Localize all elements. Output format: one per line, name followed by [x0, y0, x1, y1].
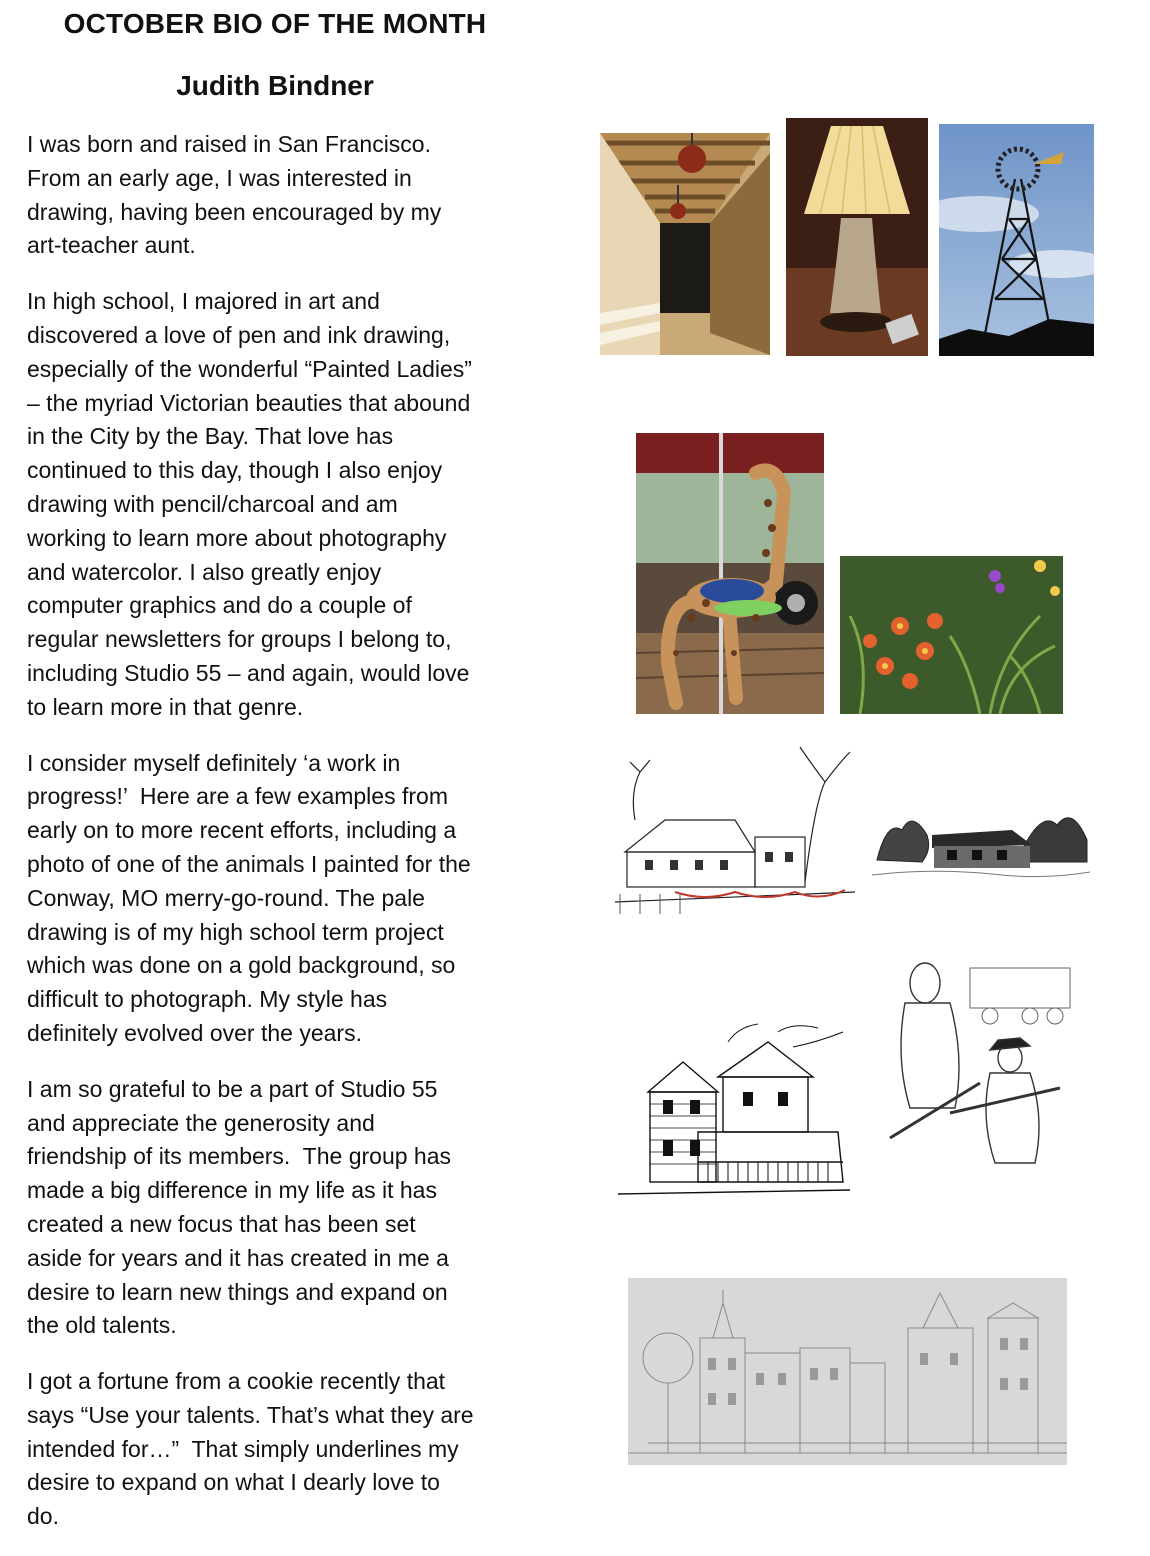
bio-text — [27, 128, 542, 1556]
painted-ladies-drawing — [628, 1278, 1067, 1465]
cabin-drawing — [872, 790, 1090, 895]
porch-photo — [600, 133, 770, 355]
page-title: OCTOBER BIO OF THE MONTH — [63, 8, 487, 39]
farmhouse-drawing — [615, 742, 855, 914]
lamp-photo — [786, 118, 928, 356]
flowers-photo — [840, 556, 1063, 714]
figures-drawing — [880, 938, 1078, 1170]
artist-name: Judith Bindner — [176, 70, 374, 101]
giraffe-carousel-photo — [636, 433, 824, 714]
bio-paragraph-3: I consider myself definitely ‘a work in progress!’ Here are a few examples from early on to more recent efforts, including a photo of one of the animals I painted for the Conway, MO merry-go-round. The pale drawing is of my high school term project which was done on a gold background, so difficult to photograph. My style has definitely evolved over the years. — [27, 749, 471, 1046]
victorian-house-drawing — [618, 1022, 850, 1198]
bio-paragraph-2: In high school, I majored in art and discovered a love of pen and ink drawing, especially of the wonderful “Painted Ladies” – the myriad Victorian beauties that abound in the City by the Bay. That love has continued to this day, though I also enjoy drawing with pencil/charcoal and am working to learn more about photography and watercolor. I also greatly enjoy computer graphics and do a couple of regular newsletters for groups I belong to, including Studio 55 – and again, would love to learn more in that genre. — [27, 288, 472, 720]
bio-paragraph-4: I am so grateful to be a part of Studio 55 and appreciate the generosity and friendship of its members. The group has made a big difference in my life as it has created a new focus that has been set aside for years and it has created in me a desire to learn new things and expand on the old talents. — [27, 1075, 452, 1339]
windmill-photo — [939, 124, 1094, 356]
bio-paragraph-5: I got a fortune from a cookie recently that says “Use your talents. That’s what they are intended for…” That simply underlines my desire to expand on what I dearly love to do. — [27, 1368, 474, 1530]
bio-paragraph-1: I was born and raised in San Francisco. From an early age, I was interested in drawing, having been encouraged by my art-teacher aunt. — [27, 131, 442, 259]
